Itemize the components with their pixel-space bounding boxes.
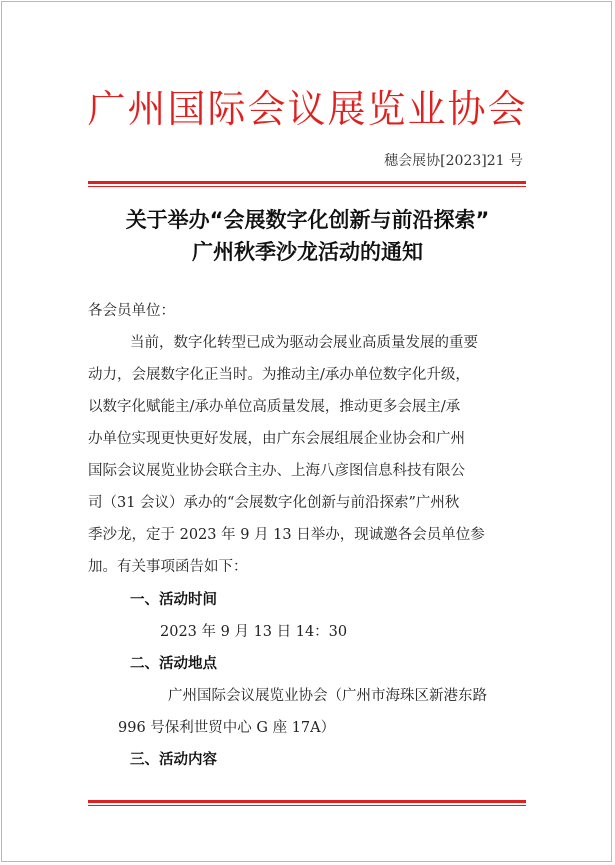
paragraph-line: 当前，数字化转型已成为驱动会展业高质量发展的重要: [130, 335, 478, 351]
header-divider-thin: [88, 186, 526, 187]
paragraph-line: 加。有关事项函告如下：: [88, 559, 248, 575]
paragraph-line: 司（31 会议）承办的“会展数字化创新与前沿探索”广州秋: [88, 495, 460, 511]
document-reference-number: 穗会展协[2023]21 号: [384, 153, 523, 169]
section-text-time: 2023 年 9 月 13 日 14：30: [160, 624, 348, 640]
paragraph-line: 办单位实现更快更好发展，由广东会展组展企业协会和广州: [88, 431, 465, 447]
paragraph-line: 动力，会展数字化正当时。为推动主/承办单位数字化升级，: [88, 367, 470, 383]
section-text-location: 996 号保利世贸中心 G 座 17A）: [118, 720, 336, 736]
notice-title-line-2: 广州秋季沙龙活动的通知: [192, 240, 423, 264]
paragraph-line: 以数字化赋能主/承办单位高质量发展，推动更多会展主/承: [88, 399, 461, 415]
section-heading-location: 二、活动地点: [130, 656, 217, 672]
paragraph-line: 季沙龙，定于 2023 年 9 月 13 日举办，现诚邀各会员单位参: [88, 527, 485, 543]
salutation: 各会员单位：: [88, 303, 175, 319]
footer-divider-thick: [88, 800, 526, 803]
org-header-title: 广州国际会议展览业协会: [87, 87, 528, 131]
section-text-location: 广州国际会议展览业协会（广州市海珠区新港东路: [168, 688, 487, 704]
header-divider-thick: [88, 181, 526, 184]
footer-divider-thin: [88, 805, 526, 806]
section-heading-content: 三、活动内容: [130, 752, 217, 768]
paragraph-line: 国际会议展览业协会联合主办、上海八彦图信息科技有限公: [88, 463, 465, 479]
notice-title-line-1: 关于举办“会展数字化创新与前沿探索”: [125, 208, 490, 232]
section-heading-time: 一、活动时间: [130, 592, 217, 608]
